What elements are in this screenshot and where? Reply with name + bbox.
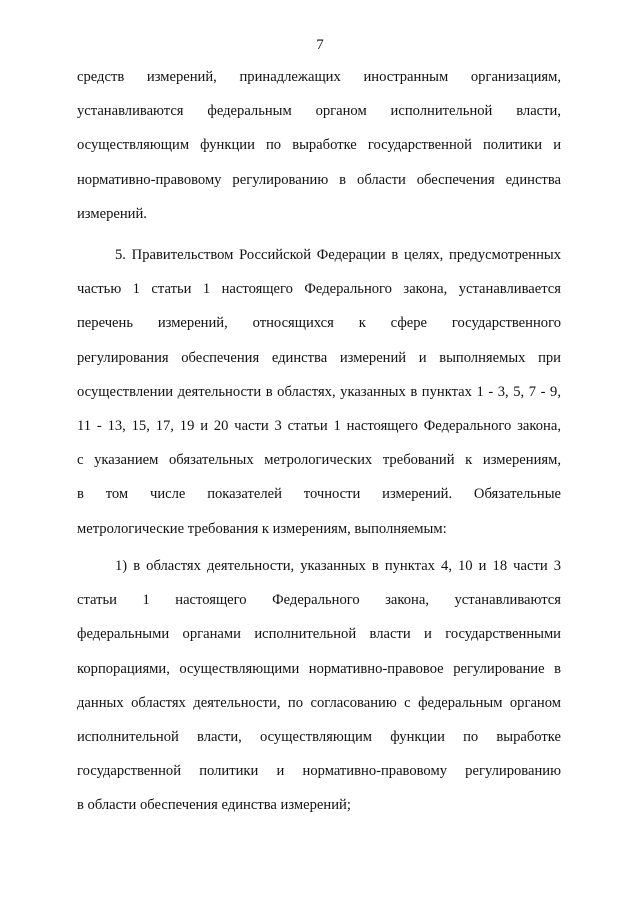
- text-line: федеральными органами исполнительной власти и государственными: [77, 626, 561, 643]
- text-line: с указанием обязательных метрологических требований к измерениям,: [77, 452, 561, 469]
- text-line: корпорациями, осуществляющими нормативно-правовое регулирование в: [77, 660, 561, 677]
- text-line: устанавливаются федеральным органом исполнительной власти,: [77, 103, 561, 120]
- text-line: статьи 1 настоящего Федерального закона, устанавливаются: [77, 592, 561, 609]
- paragraph-item-5: [77, 246, 561, 554]
- text-line: в области обеспечения единства измерений;: [77, 797, 351, 814]
- text-line: 1) в областях деятельности, указанных в пунктах 4, 10 и 18 части 3: [115, 558, 561, 574]
- text-line: регулирования обеспечения единства измерений и выполняемых при: [77, 349, 561, 366]
- text-line: измерений.: [77, 205, 147, 222]
- text-line: в том числе показателей точности измерений. Обязательные: [77, 486, 561, 503]
- paragraph-subitem-1: [77, 557, 561, 831]
- paragraph-continuation: [77, 68, 561, 239]
- text-line: средств измерений, принадлежащих иностранным организациям,: [77, 69, 561, 85]
- text-line: частью 1 статьи 1 настоящего Федерального закона, устанавливается: [77, 281, 561, 298]
- text-line: 5. Правительством Российской Федерации в целях, предусмотренных: [115, 247, 561, 263]
- text-line: осуществляющим функции по выработке государственной политики и: [77, 137, 561, 154]
- text-line: исполнительной власти, осуществляющим функции по выработке: [77, 728, 561, 745]
- text-line: 11 - 13, 15, 17, 19 и 20 части 3 статьи 1 настоящего Федерального закона,: [77, 417, 561, 434]
- text-line: перечень измерений, относящихся к сфере государственного: [77, 315, 561, 332]
- text-line: данных областях деятельности, по согласованию с федеральным органом: [77, 694, 561, 711]
- text-line: осуществлении деятельности в областях, указанных в пунктах 1 - 3, 5, 7 - 9,: [77, 383, 561, 400]
- text-line: метрологические требования к измерениям, выполняемым:: [77, 520, 447, 537]
- text-line: государственной политики и нормативно-правовому регулированию: [77, 763, 561, 780]
- page-number: 7: [316, 37, 324, 53]
- text-line: нормативно-правовому регулированию в области обеспечения единства: [77, 171, 561, 188]
